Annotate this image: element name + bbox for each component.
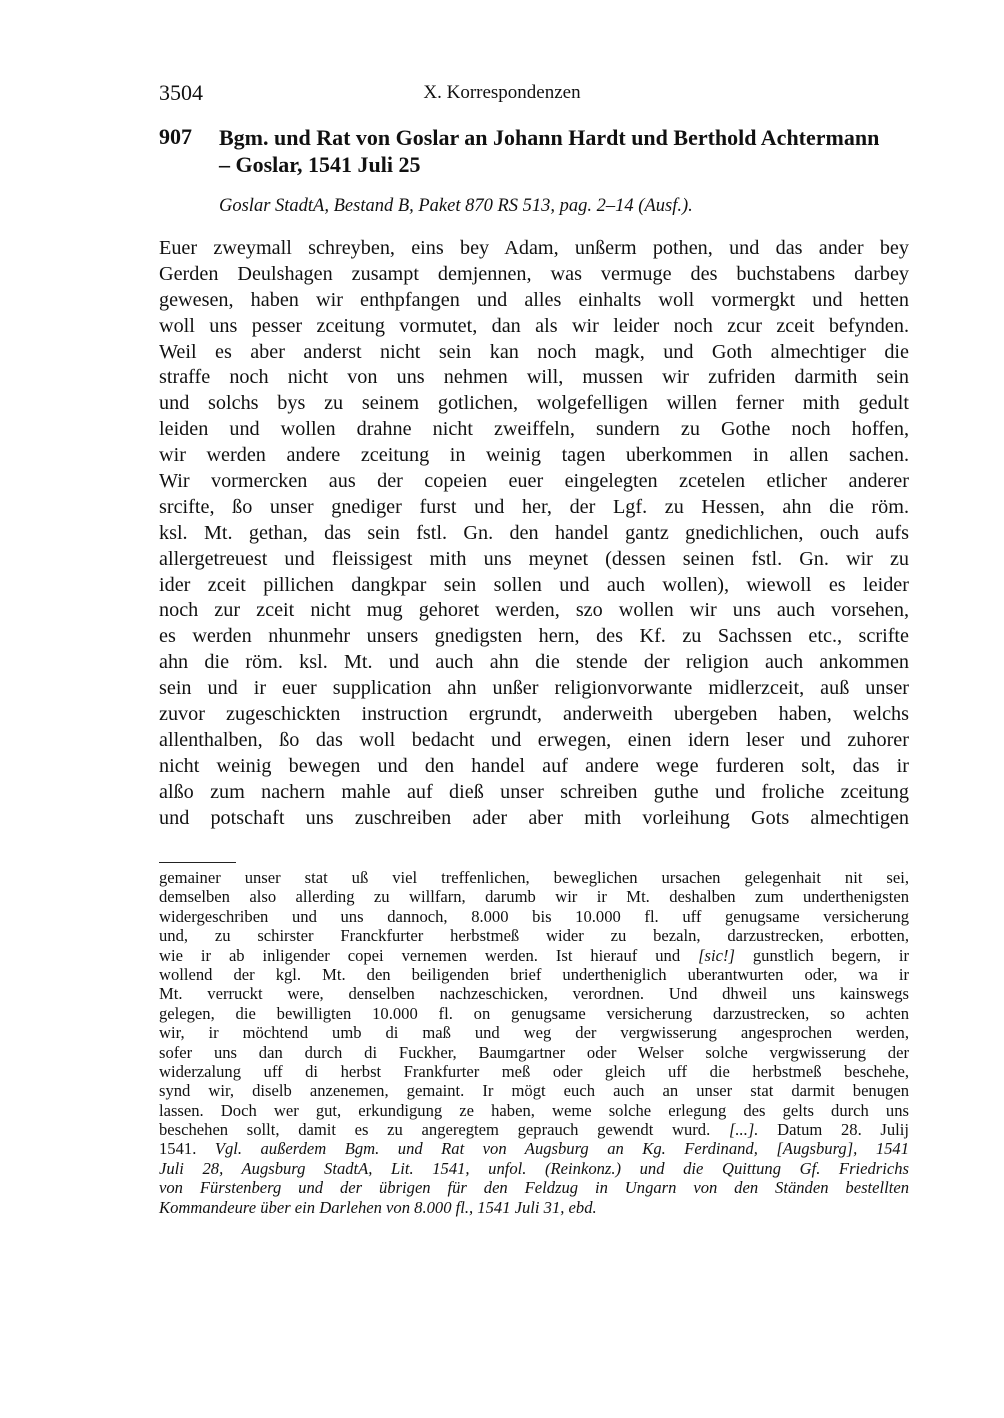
text-line: ahn die röm. ksl. Mt. und auch ahn die stende der religion auch ankommen xyxy=(159,651,909,674)
sic-marker: [sic!] xyxy=(698,945,735,965)
text-line: Gerden Deulshagen zusampt demjennen, was vermuge des buchstabens darbey xyxy=(159,262,909,285)
text-line: allergetreuest und fleissigest mith uns meynet (dessen seinen fstl. Gn. wir zu xyxy=(159,547,909,570)
footnote-line: widerzalung uff di herbst Frankfurter meß oder gleich uff die herbstmeß beschehe, xyxy=(159,1061,909,1081)
text-line: Euer zweymall schreyben, eins bey Adam, unßerm pothen, und das ander bey xyxy=(159,237,909,259)
text-line: leiden und wollen drahne nicht zweiffeln, sundern zu Gothe noch hoffen, xyxy=(159,418,909,441)
footnote-line: wollend der kgl. Mt. den beiligenden brief undertheniglich uberantwurten oder, wa ir xyxy=(159,964,909,984)
footnote-line: lassen. Doch wer gut, erkundigung ze haben, weme solche erlegung des gelts durch uns xyxy=(159,1100,909,1120)
text-line: woll uns pesser zceitung vormutet, dan als wir leider noch zcur zceit befynden. xyxy=(159,314,909,337)
footnote-line: wir, ir möchtend umb di maß und weg der vergwisserung angesprochen werden, xyxy=(159,1023,909,1043)
footnote-line: Kommandeure über ein Darlehen von 8.000 fl., 1541 Juli 31, ebd. xyxy=(159,1197,597,1217)
entry-title xyxy=(219,124,919,178)
text-line: und solchs bys zu seinem gotlichen, wolgefelligen willen ferner mith gedult xyxy=(159,392,909,415)
footnote-reference: Vgl. außerdem Bgm. und Rat von Augsburg an Kg. Ferdinand, [Augsburg], 1541 xyxy=(214,1139,910,1159)
text-line: srcifte, ßo unser gnediger furst und her, der Lgf. zu Hessen, ahn die röm. xyxy=(159,495,909,518)
footnote-text: Datum 28. Julij xyxy=(758,1120,909,1140)
footnote-line: gemainer unser stat uß viel treffenlichen, beweglichen ursachen gelegenhait nit sei, xyxy=(159,868,909,887)
footnote-line xyxy=(159,1139,909,1158)
text-line: sein und ir euer supplication ahn unßer religionvorwante midlerzceit, auß unser xyxy=(159,677,909,700)
footnote-line xyxy=(159,1120,909,1139)
footnote-line: Juli 28, Augsburg StadtA, Lit. 1541, unfol. (Reinkonz.) und die Quittung Gf. Friedrichs xyxy=(159,1158,909,1178)
footnote-line: Mt. verruckt were, denselben nachzeschicken, verordnen. Und dhweil uns kainswegs xyxy=(159,984,909,1004)
page-number: 3504 xyxy=(159,80,203,105)
footnote-line: gelegen, die bewilligten 10.000 fl. on genugsame versicherung darzustrecken, so achten xyxy=(159,1003,909,1023)
footnote-line: sofer uns dan durch di Fuckher, Baumgartner oder Welser solche vergwisserung der xyxy=(159,1042,909,1062)
text-line: ider zceit pillichen dangkpar sein sollen und auch wollen), wiewoll es leider xyxy=(159,573,909,596)
omission-marker: [...]. xyxy=(728,1120,759,1140)
text-line: alßo zum nachern mahle auf dieß unser schreiben guthe und froliche zceitung xyxy=(159,780,909,803)
footnote-line: und, zu schirster Franckfurter herbstmeß wider zu bezaln, darzustrecken, erbotten, xyxy=(159,926,909,946)
footnote-line: widergeschriben und uns dannoch, 8.000 bis 10.000 fl. uff genugsame versicherung xyxy=(159,906,909,926)
footnote-text: gunstlich begern, ir xyxy=(734,945,909,965)
text-line: allenthalben, ßo das woll bedacht und erwegen, einen idern leser und zuhorer xyxy=(159,728,909,751)
text-line: wir werden andere zceitung in weinig tagen uberkommen in allen sachen. xyxy=(159,444,909,467)
footnote-line xyxy=(159,946,909,965)
footnote-rule xyxy=(159,862,236,863)
footnote-line: von Fürstenberg und der übrigen für den Feldzug in Ungarn von den Ständen bestellten xyxy=(159,1178,909,1198)
text-line: zuvor zugeschickten instruction ergrundt, anderweith ubergeben haben, welchs xyxy=(159,703,909,726)
text-line: Wir vormercken aus der copeien euer eingelegten zcetelen etlicher anderer xyxy=(159,470,909,493)
text-line: straffe noch nicht von uns nehmen will, mussen wir zufriden darmith sein xyxy=(159,366,909,389)
text-line: Weil es aber anderst nicht sein kan noch magk, und Goth almechtiger die xyxy=(159,340,909,363)
text-line: gewesen, haben wir enthpfangen und alles einhalts woll vormergkt und hetten xyxy=(159,288,909,311)
footnote-text: wie ir ab inligender copei vernemen werden. Ist hierauf und xyxy=(159,945,699,965)
footnote-line: demselben also allerding zu willfarn, darumb wir ir Mt. deshalben zum underthenigsten xyxy=(159,887,909,907)
text-line: und potschaft uns zuschreiben ader aber mith vorleihung Gots almechtigen xyxy=(159,806,909,829)
text-line: ksl. Mt. gethan, das sein fstl. Gn. den handel gantz gnedichlichen, ouch aufs xyxy=(159,521,909,544)
footnote-text: beschehen sollt, damit es zu angeregtem geprauch gewendt wurd. xyxy=(159,1120,729,1140)
running-head: X. Korrespondenzen xyxy=(423,82,581,103)
main-text xyxy=(159,236,909,831)
text-line: nicht weinig bewegen und den handel auf andere wege furderen solt, das ir xyxy=(159,754,909,777)
source-citation: Goslar StadtA, Bestand B, Paket 870 RS 513, pag. 2–14 (Ausf.). xyxy=(219,196,693,216)
text-line: es werden nhunmehr unsers gnedigsten hern, des Kf. zu Sachssen etc., scrifte xyxy=(159,625,909,648)
footnote xyxy=(159,868,909,1217)
entry-number: 907 xyxy=(159,124,192,149)
text-line: noch zur zceit nicht mug gehoret werden, szo wollen wir uns auch vorsehen, xyxy=(159,599,909,622)
entry-title-line: – Goslar, 1541 Juli 25 xyxy=(219,152,421,177)
footnote-line: synd wir, diselb anzenemen, gemaint. Ir mögt euch auch an unser stat darmit benugen xyxy=(159,1081,909,1101)
entry-title-line: Bgm. und Rat von Goslar an Johann Hardt und Berthold Achtermann xyxy=(219,125,880,150)
footnote-text: 1541. xyxy=(159,1139,215,1159)
